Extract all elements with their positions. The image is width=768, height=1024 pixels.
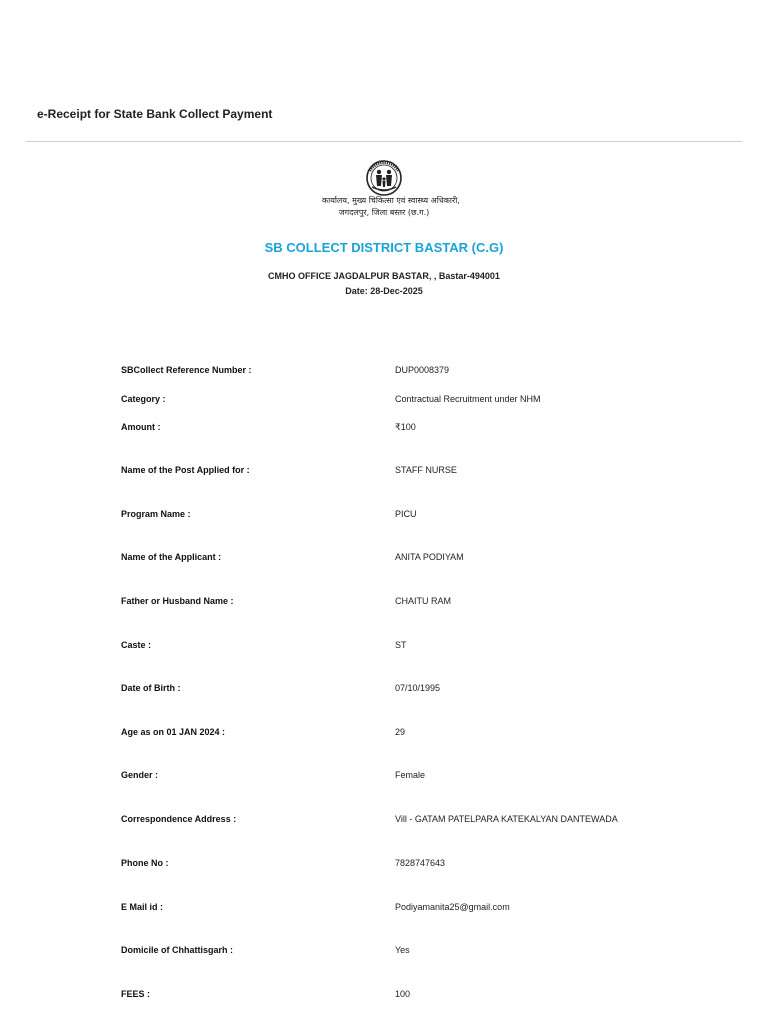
field-label: Program Name :	[121, 509, 191, 519]
receipt-date: Date: 28-Dec-2025	[345, 286, 423, 296]
field-value: STAFF NURSE	[395, 465, 457, 475]
field-value: Yes	[395, 945, 410, 955]
field-value: 29	[395, 727, 406, 737]
field-label: Amount :	[121, 422, 161, 432]
field-row-domicile	[0, 943, 768, 957]
header-divider	[26, 141, 742, 142]
field-label: Phone No :	[121, 858, 169, 868]
field-row-caste	[0, 638, 768, 652]
field-label: Domicile of Chhattisgarh :	[121, 945, 234, 955]
field-row-date-of-birth	[0, 681, 768, 695]
field-row-fees	[0, 987, 768, 1001]
field-label: FEES :	[121, 989, 151, 999]
field-value: 100	[395, 989, 411, 999]
field-value: Female	[395, 770, 426, 780]
field-row-reference-number	[0, 363, 768, 377]
field-value: ₹100	[395, 422, 416, 432]
field-value: CHAITU RAM	[395, 596, 451, 606]
field-value: ST	[395, 640, 407, 650]
page-header-title: e-Receipt for State Bank Collect Payment	[37, 107, 273, 121]
field-label: E Mail id :	[121, 902, 164, 912]
field-row-age	[0, 725, 768, 739]
field-value: ANITA PODIYAM	[395, 552, 464, 562]
field-row-amount	[0, 420, 768, 434]
field-row-gender	[0, 768, 768, 782]
field-row-phone	[0, 856, 768, 870]
field-label: Caste :	[121, 640, 152, 650]
field-value: 7828747643	[395, 858, 446, 868]
field-label: Category :	[121, 394, 166, 404]
office-address: CMHO OFFICE JAGDALPUR BASTAR, , Bastar-494001	[268, 271, 500, 281]
field-label: Age as on 01 JAN 2024 :	[121, 727, 226, 737]
field-label: Gender :	[121, 770, 159, 780]
office-logo	[322, 159, 460, 221]
field-label: Correspondence Address :	[121, 814, 237, 824]
field-label: Father or Husband Name :	[121, 596, 234, 606]
field-row-program-name	[0, 507, 768, 521]
receipt-title: SB COLLECT DISTRICT BASTAR (C.G)	[264, 240, 504, 255]
health-department-emblem-icon	[364, 159, 404, 197]
field-value: DUP0008379	[395, 365, 450, 375]
field-row-category	[0, 392, 768, 406]
field-row-applicant-name	[0, 550, 768, 564]
field-value: PICU	[395, 509, 417, 519]
field-row-email	[0, 900, 768, 914]
field-label: Name of the Applicant :	[121, 552, 222, 562]
field-value: Podiyamanita25@gmail.com	[395, 902, 510, 912]
field-label: SBCollect Reference Number :	[121, 365, 252, 375]
field-value: Vill - GATAM PATELPARA KATEKALYAN DANTEWADA	[395, 814, 618, 824]
field-value: Contractual Recruitment under NHM	[395, 394, 541, 404]
field-value: 07/10/1995	[395, 683, 441, 693]
field-row-father-husband-name	[0, 594, 768, 608]
logo-text-line-1: कार्यालय, मुख्य चिकित्सा एवं स्वास्थ्य अधिकारी,	[322, 196, 460, 205]
field-label: Name of the Post Applied for :	[121, 465, 250, 475]
field-row-correspondence-address	[0, 812, 768, 826]
field-row-post-applied	[0, 463, 768, 477]
field-label: Date of Birth :	[121, 683, 181, 693]
logo-text-line-2: जगदलपुर, जिला बस्तर (छ.ग.)	[338, 208, 430, 217]
